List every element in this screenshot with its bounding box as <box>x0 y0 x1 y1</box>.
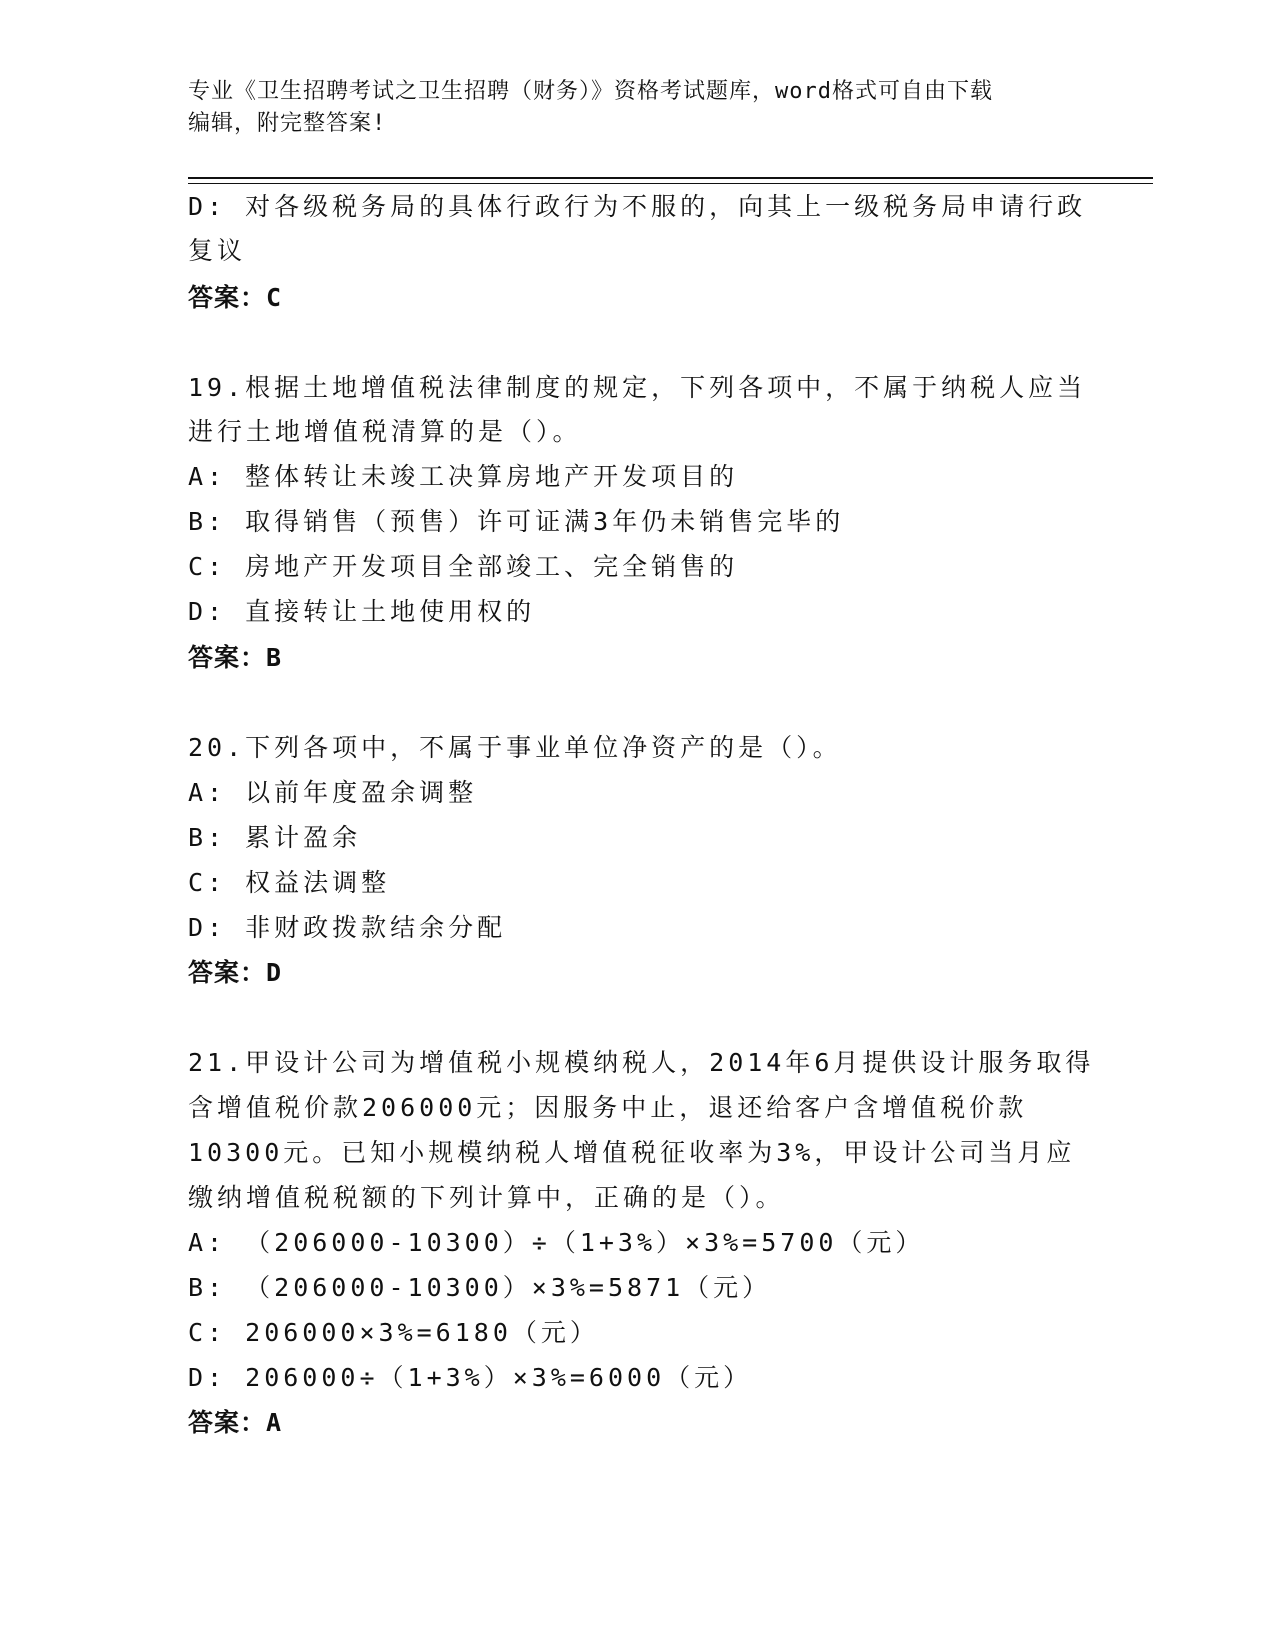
q21-stem-line-4: 缴纳增值税税额的下列计算中，正确的是（）。 <box>188 1183 785 1212</box>
q19-stem-line-1: 19.根据土地增值税法律制度的规定，下列各项中，不属于纳税人应当 <box>188 373 1087 402</box>
q20-option-c: C: 权益法调整 <box>188 868 391 897</box>
q19-option-c: C: 房地产开发项目全部竣工、完全销售的 <box>188 552 739 581</box>
q20-stem-line-1: 20.下列各项中，不属于事业单位净资产的是（）。 <box>188 733 842 762</box>
header-line-1: 专业《卫生招聘考试之卫生招聘（财务）》资格考试题库，word格式可自由下载 <box>188 79 993 104</box>
q21-option-b: B: （206000-10300）×3%=5871（元） <box>188 1273 772 1302</box>
q21-stem-line-2: 含增值税价款206000元；因服务中止，退还给客户含增值税价款 <box>188 1093 1028 1122</box>
q20-option-a: A: 以前年度盈余调整 <box>188 778 478 807</box>
q21-option-c: C: 206000×3%=6180（元） <box>188 1318 599 1347</box>
q19-answer: 答案：B <box>188 643 283 672</box>
q19-stem-line-2: 进行土地增值税清算的是（）。 <box>188 417 582 446</box>
prev-option-d-line-2: 复议 <box>188 236 247 265</box>
q21-answer: 答案：A <box>188 1408 283 1437</box>
header-line-2: 编辑，附完整答案! <box>188 111 387 136</box>
header-divider-thick <box>188 177 1153 179</box>
q19-option-d: D: 直接转让土地使用权的 <box>188 597 536 626</box>
header-divider-thin <box>188 183 1153 184</box>
q21-stem-line-3: 10300元。已知小规模纳税人增值税征收率为3%，甲设计公司当月应 <box>188 1138 1076 1167</box>
prev-answer: 答案：C <box>188 283 283 312</box>
q19-option-b: B: 取得销售（预售）许可证满3年仍未销售完毕的 <box>188 507 845 536</box>
document-header <box>188 76 1088 140</box>
q21-option-a: A: （206000-10300）÷（1+3%）×3%=5700（元） <box>188 1228 925 1257</box>
q21-option-d: D: 206000÷（1+3%）×3%=6000（元） <box>188 1363 753 1392</box>
prev-option-d-line-1: D: 对各级税务局的具体行政行为不服的，向其上一级税务局申请行政 <box>188 192 1087 221</box>
q20-option-d: D: 非财政拨款结余分配 <box>188 913 507 942</box>
q20-answer: 答案：D <box>188 958 283 987</box>
q19-option-a: A: 整体转让未竣工决算房地产开发项目的 <box>188 462 739 491</box>
q21-stem-line-1: 21.甲设计公司为增值税小规模纳税人，2014年6月提供设计服务取得 <box>188 1048 1095 1077</box>
q20-option-b: B: 累计盈余 <box>188 823 362 852</box>
